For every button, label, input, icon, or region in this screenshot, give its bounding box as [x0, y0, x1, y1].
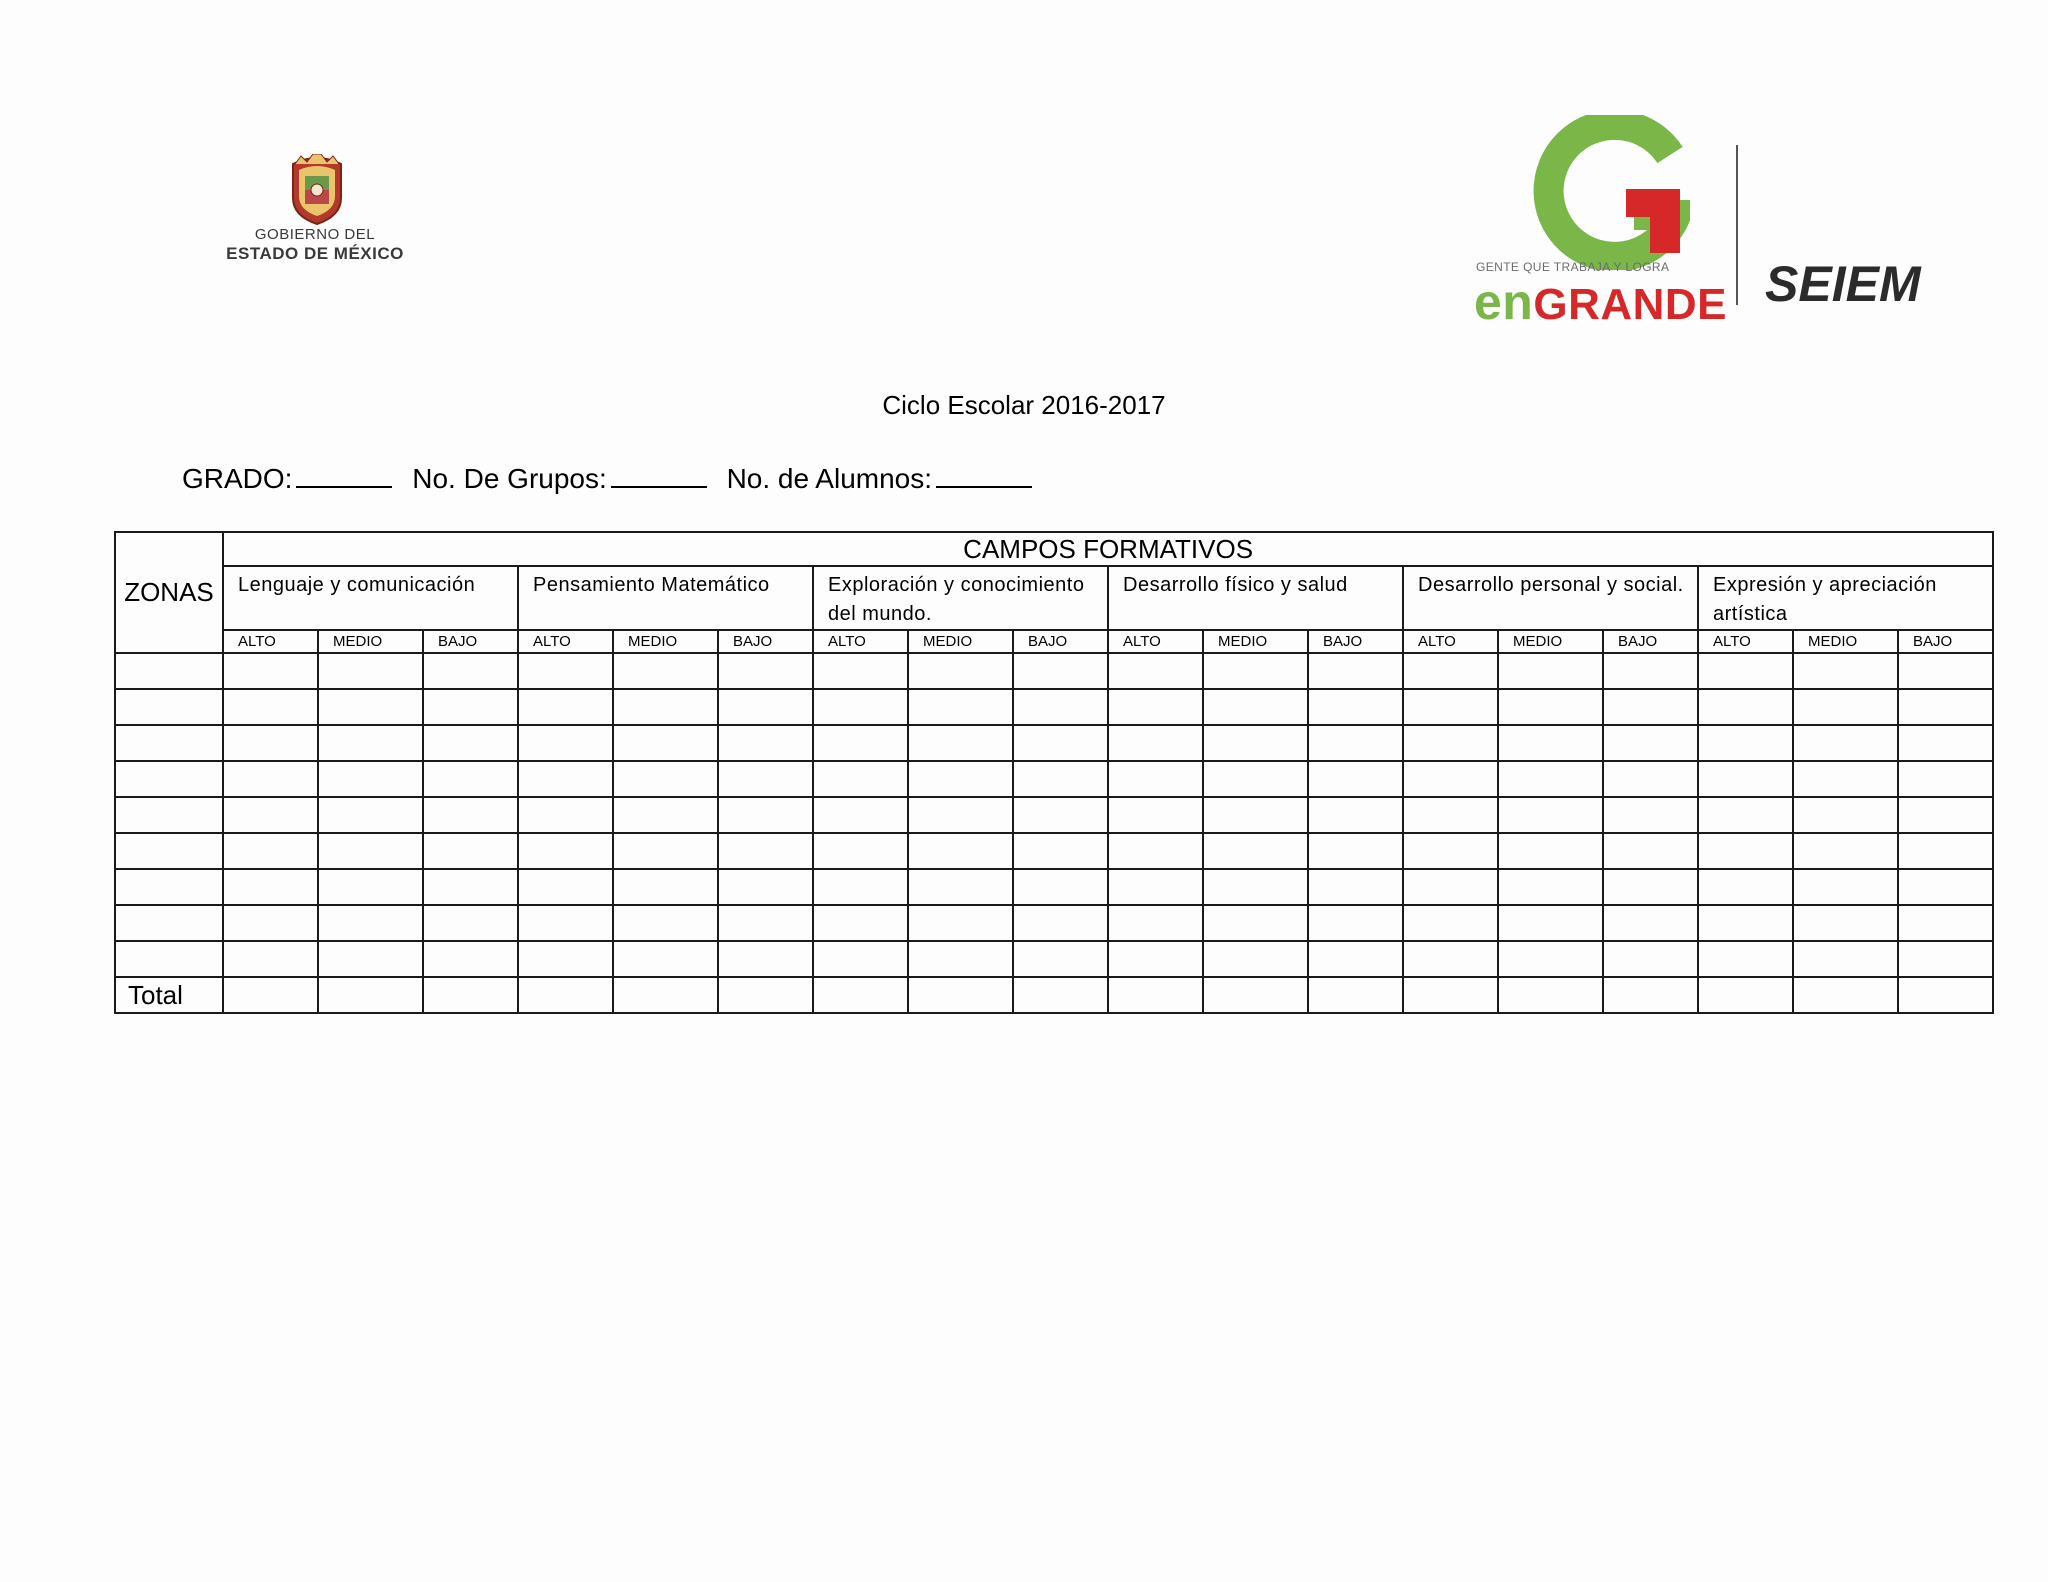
campo-formativo-header: Exploración y conocimiento del mundo.	[813, 566, 1108, 630]
table-cell[interactable]	[908, 653, 1013, 689]
level-header-bajo: BAJO	[1603, 630, 1698, 653]
zona-cell[interactable]	[115, 833, 223, 869]
table-cell[interactable]	[613, 653, 718, 689]
table-cell[interactable]	[813, 653, 908, 689]
table-cell[interactable]	[1898, 761, 1993, 797]
table-cell[interactable]	[223, 905, 318, 941]
table-cell[interactable]	[223, 797, 318, 833]
table-cell[interactable]	[318, 689, 423, 725]
table-cell[interactable]	[1308, 725, 1403, 761]
table-cell[interactable]	[1308, 833, 1403, 869]
table-cell[interactable]	[1603, 653, 1698, 689]
logo-tagline: GENTE QUE TRABAJA Y LOGRA	[1476, 260, 1670, 274]
table-cell[interactable]	[1498, 869, 1603, 905]
table-cell[interactable]	[423, 725, 518, 761]
level-header-bajo: BAJO	[718, 630, 813, 653]
table-cell[interactable]	[613, 725, 718, 761]
table-cell[interactable]	[1498, 761, 1603, 797]
table-cell[interactable]	[1108, 941, 1203, 977]
table-cell[interactable]	[613, 761, 718, 797]
table-cell[interactable]	[908, 977, 1013, 1013]
table-cell[interactable]	[718, 689, 813, 725]
table-cell[interactable]	[318, 725, 423, 761]
zona-cell[interactable]	[115, 689, 223, 725]
level-header-medio: MEDIO	[1498, 630, 1603, 653]
table-cell[interactable]	[1013, 869, 1108, 905]
table-cell[interactable]	[1898, 977, 1993, 1013]
table-cell[interactable]	[1013, 689, 1108, 725]
table-cell[interactable]	[613, 977, 718, 1013]
table-cell[interactable]	[613, 869, 718, 905]
table-cell[interactable]	[1698, 725, 1793, 761]
zona-cell[interactable]	[115, 905, 223, 941]
grupos-label: No. De Grupos:	[412, 463, 607, 494]
table-cell[interactable]	[1403, 833, 1498, 869]
table-cell[interactable]	[908, 833, 1013, 869]
table-cell[interactable]	[1603, 905, 1698, 941]
grado-label: GRADO:	[182, 463, 293, 494]
table-cell[interactable]	[1793, 905, 1898, 941]
table-cell[interactable]	[1403, 689, 1498, 725]
table-cell[interactable]	[813, 797, 908, 833]
table-cell[interactable]	[223, 725, 318, 761]
table-cell[interactable]	[908, 689, 1013, 725]
grupos-field[interactable]	[611, 460, 707, 488]
table-cell[interactable]	[423, 761, 518, 797]
table-cell[interactable]	[1308, 905, 1403, 941]
table-cell[interactable]	[613, 689, 718, 725]
school-cycle-title: Ciclo Escolar 2016-2017	[882, 390, 1166, 420]
table-cell[interactable]	[1898, 869, 1993, 905]
total-row	[115, 977, 1993, 1013]
table-cell[interactable]	[908, 941, 1013, 977]
table-row	[115, 941, 1993, 977]
wordmark-en: en	[1474, 274, 1534, 330]
table-cell[interactable]	[1698, 761, 1793, 797]
table-cell[interactable]	[613, 797, 718, 833]
table-cell[interactable]	[318, 833, 423, 869]
table-cell[interactable]	[1203, 797, 1308, 833]
wordmark-grande: GRANDE	[1533, 280, 1728, 329]
table-cell[interactable]	[518, 833, 613, 869]
table-cell[interactable]	[813, 833, 908, 869]
table-cell[interactable]	[1603, 941, 1698, 977]
table-cell[interactable]	[718, 653, 813, 689]
table-cell[interactable]	[1108, 689, 1203, 725]
table-cell[interactable]	[423, 689, 518, 725]
table-cell[interactable]	[813, 689, 908, 725]
table-cell[interactable]	[518, 761, 613, 797]
table-cell[interactable]	[423, 833, 518, 869]
table-cell[interactable]	[1108, 653, 1203, 689]
table-cell[interactable]	[718, 977, 813, 1013]
table-cell[interactable]	[1203, 869, 1308, 905]
table-cell[interactable]	[1498, 905, 1603, 941]
table-cell[interactable]	[1898, 653, 1993, 689]
total-label: Total	[115, 977, 223, 1013]
table-cell[interactable]	[318, 905, 423, 941]
table-cell[interactable]	[1698, 977, 1793, 1013]
logo-divider	[1736, 145, 1738, 305]
table-cell[interactable]	[1203, 689, 1308, 725]
engrande-wordmark	[1474, 273, 1727, 331]
coat-of-arms-icon	[285, 154, 349, 226]
level-header-alto: ALTO	[518, 630, 613, 653]
table-cell[interactable]	[1698, 797, 1793, 833]
table-cell[interactable]	[1498, 725, 1603, 761]
table-cell[interactable]	[1013, 941, 1108, 977]
table-cell[interactable]	[1793, 725, 1898, 761]
campo-formativo-header: Pensamiento Matemático	[518, 566, 813, 630]
table-cell[interactable]	[1498, 833, 1603, 869]
table-cell[interactable]	[1403, 869, 1498, 905]
table-cell[interactable]	[908, 905, 1013, 941]
table-cell[interactable]	[813, 941, 908, 977]
level-header-medio: MEDIO	[1793, 630, 1898, 653]
table-cell[interactable]	[1013, 653, 1108, 689]
table-row	[115, 761, 1993, 797]
table-cell[interactable]	[718, 905, 813, 941]
table-cell[interactable]	[1308, 941, 1403, 977]
table-cell[interactable]	[1603, 761, 1698, 797]
table-cell[interactable]	[1698, 833, 1793, 869]
level-header-medio: MEDIO	[318, 630, 423, 653]
table-cell[interactable]	[1898, 833, 1993, 869]
table-cell[interactable]	[1013, 761, 1108, 797]
table-cell[interactable]	[518, 689, 613, 725]
table-cell[interactable]	[223, 761, 318, 797]
table-cell[interactable]	[518, 653, 613, 689]
table-cell[interactable]	[908, 797, 1013, 833]
zona-cell[interactable]	[115, 797, 223, 833]
table-cell[interactable]	[1108, 977, 1203, 1013]
table-cell[interactable]	[1308, 977, 1403, 1013]
table-cell[interactable]	[1108, 725, 1203, 761]
table-cell[interactable]	[1698, 941, 1793, 977]
table-cell[interactable]	[1108, 797, 1203, 833]
table-cell[interactable]	[518, 905, 613, 941]
table-cell[interactable]	[423, 905, 518, 941]
table-cell[interactable]	[718, 869, 813, 905]
table-cell[interactable]	[1603, 797, 1698, 833]
level-header-alto: ALTO	[813, 630, 908, 653]
table-cell[interactable]	[718, 761, 813, 797]
table-cell[interactable]	[1793, 869, 1898, 905]
table-cell[interactable]	[813, 761, 908, 797]
level-header-alto: ALTO	[223, 630, 318, 653]
g-logo-icon	[1530, 115, 1690, 270]
table-cell[interactable]	[1013, 725, 1108, 761]
table-row	[115, 905, 1993, 941]
table-cell[interactable]	[1308, 689, 1403, 725]
level-header-bajo: BAJO	[1898, 630, 1993, 653]
table-cell[interactable]	[1108, 905, 1203, 941]
table-cell[interactable]	[1898, 941, 1993, 977]
table-cell[interactable]	[1793, 941, 1898, 977]
table-cell[interactable]	[718, 797, 813, 833]
table-cell[interactable]	[223, 653, 318, 689]
table-cell[interactable]	[423, 869, 518, 905]
table-cell[interactable]	[1203, 833, 1308, 869]
table-cell[interactable]	[1013, 797, 1108, 833]
campo-formativo-header: Desarrollo personal y social.	[1403, 566, 1698, 630]
table-cell[interactable]	[1203, 941, 1308, 977]
table-cell[interactable]	[1898, 797, 1993, 833]
table-cell[interactable]	[318, 797, 423, 833]
table-cell[interactable]	[1698, 689, 1793, 725]
campo-formativo-header: Expresión y apreciación artística	[1698, 566, 1993, 630]
gov-logo-line1: GOBIERNO DEL	[254, 226, 376, 243]
level-header-medio: MEDIO	[1203, 630, 1308, 653]
table-cell[interactable]	[518, 725, 613, 761]
zona-cell[interactable]	[115, 725, 223, 761]
table-cell[interactable]	[423, 941, 518, 977]
table-cell[interactable]	[1013, 977, 1108, 1013]
table-cell[interactable]	[908, 761, 1013, 797]
table-cell[interactable]	[1308, 869, 1403, 905]
gov-logo-line2: ESTADO DE MÉXICO	[226, 244, 404, 263]
table-cell[interactable]	[1603, 977, 1698, 1013]
table-cell[interactable]	[223, 869, 318, 905]
table-cell[interactable]	[223, 941, 318, 977]
table-cell[interactable]	[613, 833, 718, 869]
table-cell[interactable]	[1308, 797, 1403, 833]
level-header-bajo: BAJO	[1308, 630, 1403, 653]
table-cell[interactable]	[1203, 761, 1308, 797]
table-cell[interactable]	[813, 905, 908, 941]
table-cell[interactable]	[1898, 905, 1993, 941]
table-cell[interactable]	[1308, 653, 1403, 689]
table-row	[115, 833, 1993, 869]
alumnos-field[interactable]	[936, 460, 1032, 488]
level-header-bajo: BAJO	[423, 630, 518, 653]
table-cell[interactable]	[423, 977, 518, 1013]
level-header-alto: ALTO	[1108, 630, 1203, 653]
table-cell[interactable]	[908, 869, 1013, 905]
table-cell[interactable]	[1013, 905, 1108, 941]
zona-cell[interactable]	[115, 869, 223, 905]
campo-formativo-header: Lenguaje y comunicación	[223, 566, 518, 630]
table-row	[115, 689, 1993, 725]
table-cell[interactable]	[813, 725, 908, 761]
table-cell[interactable]	[1698, 653, 1793, 689]
level-header-alto: ALTO	[1403, 630, 1498, 653]
table-cell[interactable]	[1603, 689, 1698, 725]
table-cell[interactable]	[1793, 977, 1898, 1013]
level-header-medio: MEDIO	[613, 630, 718, 653]
table-cell[interactable]	[1203, 653, 1308, 689]
form-fields-line	[182, 460, 1044, 495]
level-header-medio: MEDIO	[908, 630, 1013, 653]
table-cell[interactable]	[223, 977, 318, 1013]
table-cell[interactable]	[223, 689, 318, 725]
table-cell[interactable]	[318, 761, 423, 797]
table-cell[interactable]	[1698, 905, 1793, 941]
table-row	[115, 869, 1993, 905]
table-cell[interactable]	[1403, 905, 1498, 941]
table-cell[interactable]	[518, 869, 613, 905]
table-cell[interactable]	[1793, 653, 1898, 689]
table-cell[interactable]	[518, 797, 613, 833]
level-header-alto: ALTO	[1698, 630, 1793, 653]
table-cell[interactable]	[908, 725, 1013, 761]
table-cell[interactable]	[613, 905, 718, 941]
table-cell[interactable]	[318, 869, 423, 905]
table-cell[interactable]	[1403, 977, 1498, 1013]
table-cell[interactable]	[1698, 869, 1793, 905]
table-cell[interactable]	[718, 833, 813, 869]
table-cell[interactable]	[1308, 761, 1403, 797]
table-cell[interactable]	[1403, 725, 1498, 761]
table-cell[interactable]	[1498, 653, 1603, 689]
campo-formativo-header: Desarrollo físico y salud	[1108, 566, 1403, 630]
table-cell[interactable]	[1603, 833, 1698, 869]
table-cell[interactable]	[1603, 869, 1698, 905]
table-cell[interactable]	[1203, 725, 1308, 761]
table-cell[interactable]	[1203, 977, 1308, 1013]
zona-cell[interactable]	[115, 761, 223, 797]
table-cell[interactable]	[1403, 761, 1498, 797]
table-cell[interactable]	[1498, 689, 1603, 725]
table-cell[interactable]	[1498, 797, 1603, 833]
zona-cell[interactable]	[115, 653, 223, 689]
table-row	[115, 653, 1993, 689]
table-cell[interactable]	[518, 977, 613, 1013]
table-cell[interactable]	[318, 653, 423, 689]
gobierno-estado-mexico-logo	[215, 150, 415, 270]
table-cell[interactable]	[1498, 941, 1603, 977]
alumnos-label: No. de Alumnos:	[726, 463, 933, 494]
table-cell[interactable]	[223, 833, 318, 869]
campos-formativos-header: CAMPOS FORMATIVOS	[223, 532, 1993, 566]
table-cell[interactable]	[1898, 725, 1993, 761]
table-cell[interactable]	[318, 941, 423, 977]
seiem-wordmark: SEIEM	[1765, 256, 1921, 312]
table-cell[interactable]	[1403, 653, 1498, 689]
table-cell[interactable]	[1793, 833, 1898, 869]
table-cell[interactable]	[1793, 761, 1898, 797]
table-cell[interactable]	[1108, 833, 1203, 869]
table-cell[interactable]	[1403, 941, 1498, 977]
table-cell[interactable]	[718, 941, 813, 977]
grado-field[interactable]	[296, 460, 392, 488]
engrande-seiem-logo	[1470, 115, 1930, 330]
table-cell[interactable]	[1898, 689, 1993, 725]
table-cell[interactable]	[718, 725, 813, 761]
table-row	[115, 797, 1993, 833]
table-cell[interactable]	[518, 941, 613, 977]
table-cell[interactable]	[1203, 905, 1308, 941]
table-cell[interactable]	[1793, 797, 1898, 833]
zona-cell[interactable]	[115, 941, 223, 977]
table-cell[interactable]	[1403, 797, 1498, 833]
table-cell[interactable]	[813, 869, 908, 905]
campos-formativos-table	[114, 531, 1994, 1014]
table-cell[interactable]	[1108, 869, 1203, 905]
table-cell[interactable]	[1013, 833, 1108, 869]
level-header-bajo: BAJO	[1013, 630, 1108, 653]
table-cell[interactable]	[1603, 725, 1698, 761]
zonas-header: ZONAS	[115, 532, 223, 653]
table-row	[115, 725, 1993, 761]
table-cell[interactable]	[613, 941, 718, 977]
table-cell[interactable]	[1498, 977, 1603, 1013]
table-cell[interactable]	[318, 977, 423, 1013]
table-cell[interactable]	[1108, 761, 1203, 797]
table-cell[interactable]	[1793, 689, 1898, 725]
table-cell[interactable]	[423, 653, 518, 689]
table-cell[interactable]	[423, 797, 518, 833]
table-cell[interactable]	[813, 977, 908, 1013]
